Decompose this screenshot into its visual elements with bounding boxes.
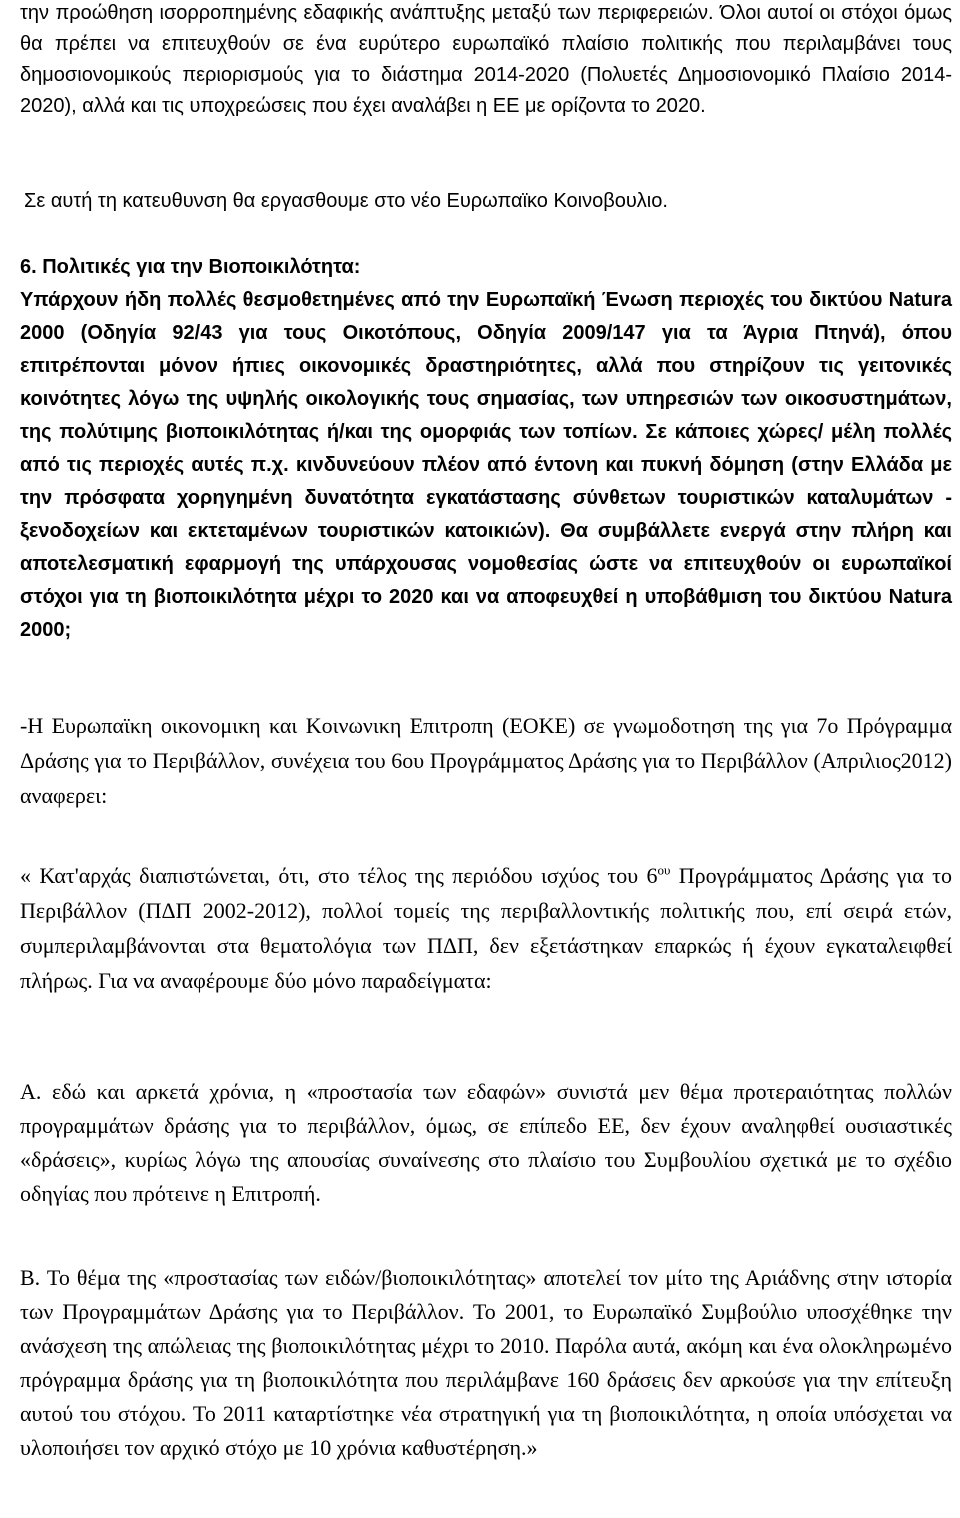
section-6-heading: 6. Πολιτικές για την Βιοποικιλότητα: [20, 256, 361, 278]
quote-superscript: ου [657, 862, 671, 878]
quote-text-rest: Προγράμματος Δράσης για το Περιβάλλον (ΠΔΠ 2002-2012), πολλοί τομείς της περιβαλλοντικής πολιτικής που, επί σειρά ετών, συμπεριλαμβάνονται στα θεματολόγια των ΠΔΠ, δεν εξετάστηκαν επαρκώς ή έχουν εγκαταλειφθεί πλήρως. Για να αναφέρουμε δύο μόνο παραδείγματα: [20, 863, 952, 993]
section-6-body: Υπάρχουν ήδη πολλές θεσμοθετημένες από την Ευρωπαϊκή Ένωση περιοχές του δικτύου Natura 2000 (Οδηγία 92/43 για τους Οικοτόπους, Οδηγία 2009/147 για τα Άγρια Πτηνά), όπου επιτρέπονται μόνον ήπιες οικονομικές δραστηριότητες, αλλά που στηρίζουν τις γειτονικές κοινότητες λόγω της υψηλής οικολογικής τους σημασίας, των υπηρεσιών των οικοσυστημάτων, της πολύτιμης βιοποικιλότητας ή/και της ομορφιάς των τοπίων. Σε κάποιες χώρες/ μέλη πολλές από τις περιοχές αυτές π.χ. κινδυνεύουν πλέον από έντονη και πυκνή δόμηση (στην Ελλάδα με την πρόσφατα χορηγημένη δυνατότητα εγκατάστασης σύνθετων τουριστικών καταλυμάτων - ξενοδοχείων και εκτεταμένων τουριστικών κατοικιών). Θα συμβάλλετε ενεργά στην πλήρη και αποτελεσματική εφαρμογή της υπάρχουσας νομοθεσίας ώστε να επιτευχθούν οι ευρωπαϊκοί στόχοι για τη βιοποικιλότητα μέχρι το 2020 και να αποφευχθεί η υποβάθμιση του δικτύου Natura 2000; [20, 289, 952, 641]
quote-text-start: « Κατ'αρχάς διαπιστώνεται, ότι, στο τέλος της περιόδου ισχύος του 6 [20, 863, 658, 888]
quote-paragraph [20, 858, 952, 998]
direction-sentence: Σε αυτή τη κατευθυνση θα εργασθουμε στο νέο Ευρωπαϊκο Κοινοβουλιο. [24, 190, 668, 212]
point-a-paragraph: Α. εδώ και αρκετά χρόνια, η «προστασία των εδαφών» συνιστά μεν θέμα προτεραιότητας πολλών προγραμμάτων δράσης για το περιβάλλον, όμως, σε επίπεδο ΕΕ, δεν έχουν αναληφθεί ουσιαστικές «δράσεις», κυρίως λόγω της απουσίας συναίνεσης στο πλαίσιο του Συμβουλίου σχετικά με το σχέδιο οδηγίας που πρότεινε η Επιτροπή. [20, 1079, 952, 1206]
point-b-paragraph: Β. Το θέμα της «προστασίας των ειδών/βιοποικιλότητας» αποτελεί τον μίτο της Αριάδνης στην ιστορία των Προγραμμάτων Δράσης για το Περιβάλλον. Το 2001, το Ευρωπαϊκό Συμβούλιο υποσχέθηκε την ανάσχεση της απώλειας της βιοποικιλότητας μέχρι το 2010. Παρόλα αυτά, ακόμη και ένα ολοκληρωμένο πρόγραμμα δράσης για τη βιοποικιλότητα που περιλάμβανε 160 δράσεις δεν αρκούσε για την επίτευξη αυτού του στόχου. Το 2011 καταρτίστηκε νέα στρατηγική για τη βιοποικιλότητα, η οποία υπόσχεται να υλοποιήσει τον αρχικό στόχο με 10 χρόνια καθυστέρηση.» [20, 1265, 952, 1460]
intro-paragraph: την προώθηση ισορροπημένης εδαφικής ανάπτυξης μεταξύ των περιφερειών. Όλοι αυτοί οι στόχοι όμως θα πρέπει να επιτευχθούν σε ένα ευρύτερο ευρωπαϊκό πλαίσιο πολιτικής που περιλαμβάνει τους δημοσιονομικούς περιορισμούς για το διάστημα 2014-2020 (Πολυετές Δημοσιονομικό Πλαίσιο 2014-2020), αλλά και τις υποχρεώσεις που έχει αναλάβει η ΕΕ με ορίζοντα το 2020. [20, 2, 952, 117]
eoke-paragraph: -Η Ευρωπαϊκη οικονομικη και Κοινωνικη Επιτροπη (ΕΟΚΕ) σε γνωμοδοτηση της για 7ο Πρόγραμμα Δράσης για το Περιβάλλον, συνέχεια του 6ου Προγράμματος Δράσης για το Περιβάλλον (Απριλιος2012) αναφερει: [20, 713, 952, 808]
